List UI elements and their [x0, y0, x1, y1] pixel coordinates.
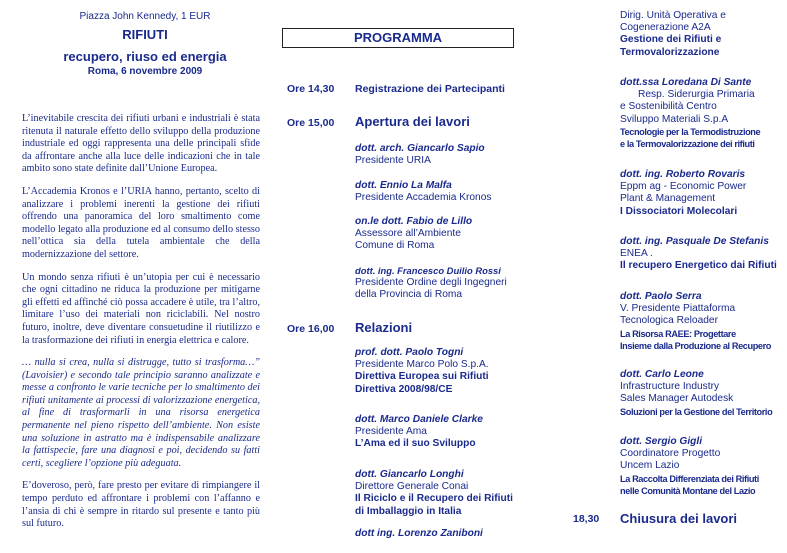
speaker-name: dott. Sergio Gigli — [620, 436, 703, 447]
talk-title: Soluzioni per la Gestione del Territorio — [620, 406, 773, 417]
speaker-role: Cogenerazione A2A — [620, 22, 711, 34]
relazioni-heading: Relazioni — [355, 320, 413, 335]
speaker-role: Comune di Roma — [355, 240, 435, 252]
talk-title: Insieme dalla Produzione al Recupero — [620, 340, 772, 351]
talk-title: Il Riciclo e il Recupero dei Rifiuti — [355, 493, 513, 505]
speaker-role: Presidente Accademia Kronos — [355, 192, 492, 204]
talk-title: La Risorsa RAEE: Progettare — [620, 328, 736, 339]
speaker-name: dott. ing. Pasquale De Stefanis — [620, 236, 769, 247]
speaker-role: Plant & Management — [620, 193, 716, 205]
opening-heading: Apertura dei lavori — [355, 114, 470, 129]
speaker-leone — [620, 369, 785, 418]
time-registration: Ore 14,30 — [287, 83, 335, 95]
speaker-role: Presidente Ama — [355, 426, 427, 438]
event-title: RIFIUTI — [122, 27, 168, 42]
speaker-rovaris — [620, 169, 785, 218]
speaker-name: on.le dott. Fabio de Lillo — [355, 216, 473, 227]
speaker-role: e Sostenibilità Centro — [620, 101, 717, 113]
intro-paragraph: … nulla si crea, nulla si distrugge, tutto si trasforma…” (Lavoisier) e secondo tale principio saranno analizzate e messe a confronto le varie tecniche per lo smaltimento dei rifiuti unitamente ai processi di valorizzazione energetica, al fine di trasformarli in una risorsa energetica permanente nel pieno rispetto dell’ambiente. Non esiste una soluzione in astratto ma è indispensabile analizzare la fattispecie, fare una diagnosi e poi, decidendo su fatti certi, scegliere l’opzione più adeguata. — [22, 357, 260, 469]
speaker-name: dott. Ennio La Malfa — [355, 180, 452, 191]
talk-title: e la Termovalorizzazione dei rifiuti — [620, 139, 755, 150]
speaker-role: Eppm ag - Economic Power — [620, 181, 747, 193]
time-opening: Ore 15,00 — [287, 117, 335, 129]
speaker-role: Uncem Lazio — [620, 460, 680, 472]
talk-title: Direttiva 2008/98/CE — [355, 383, 453, 395]
speaker-rossi — [355, 265, 535, 302]
speaker-de-lillo — [355, 216, 535, 253]
speaker-di-sante — [620, 77, 785, 150]
speaker-serra — [620, 291, 785, 352]
speaker-name: prof. dott. Paolo Togni — [355, 347, 464, 358]
speaker-name: dott. ing. Francesco Duilio Rossi — [355, 265, 501, 276]
venue-address: Piazza John Kennedy, 1 EUR — [79, 11, 211, 22]
talk-title: di Imballaggio in Italia — [355, 505, 462, 517]
speaker-role: Resp. Siderurgia Primaria — [638, 89, 755, 101]
speaker-name: dott. Giancarlo Longhi — [355, 469, 464, 480]
speaker-role: Presidente Ordine degli Ingegneri — [355, 277, 507, 289]
talk-title: nelle Comunità Montane del Lazio — [620, 485, 756, 496]
speaker-role: ENEA . — [620, 248, 653, 260]
speaker-name: dott. Marco Daniele Clarke — [355, 414, 483, 425]
speaker-role: della Provincia di Roma — [355, 289, 463, 301]
speaker-a2a — [620, 10, 785, 59]
speaker-name: dott.ssa Loredana Di Sante — [620, 77, 752, 88]
intro-text — [22, 113, 260, 541]
speaker-role: Assessore all’Ambiente — [355, 228, 461, 240]
talk-title: L’Ama ed il suo Sviluppo — [355, 438, 476, 450]
talk-title: Il recupero Energetico dai Rifiuti — [620, 260, 777, 272]
talk-title: I Dissociatori Molecolari — [620, 205, 738, 217]
speaker-role: Sales Manager Autodesk — [620, 393, 734, 405]
speaker-togni — [355, 347, 535, 396]
event-subtitle: recupero, riuso ed energia — [63, 49, 227, 64]
programma-heading: PROGRAMMA — [282, 28, 514, 48]
talk-title: Direttiva Europea sui Rifiuti — [355, 371, 489, 383]
talk-title: Gestione dei Rifiuti e — [620, 34, 722, 46]
intro-paragraph: Un mondo senza rifiuti è un’utopia per cui è necessario che ogni cittadino ne riduca la produzione per mitigarne gli effetti ed affinché ciò possa accadere è utile, tra l’altro, limitare l’uso dei materiali non riciclabili. Nel nostro futuro, inoltre, deve diventare consuetudine il riutilizzo e la trasformazione dei rifiuti in energia elettrica e calore. — [22, 271, 260, 346]
intro-paragraph: L’inevitabile crescita dei rifiuti urbani e industriali è stata ritenuta il naturale effetto dello sviluppo della produzione industriale ed oggi rappresenta una delle principali sfide da affrontare anche alla luce delle indicazioni che in tale ambito sono state definite dall’Unione Europea. — [22, 113, 260, 175]
speaker-name: dott ing. Lorenzo Zaniboni — [355, 528, 483, 539]
intro-paragraph: E’doveroso, però, fare presto per evitare di rimpiangere il tempo perduto ed affrontare i problemi con l’affanno e l’ansia di chi è sempre in ritardo sul presente e tanto più sul futuro. — [22, 480, 260, 530]
speaker-de-stefanis — [620, 236, 785, 273]
time-closing: 18,30 — [573, 513, 600, 525]
speaker-role: Direttore Generale Conai — [355, 481, 469, 493]
closing-heading: Chiusura dei lavori — [620, 511, 738, 526]
speaker-gigli — [620, 436, 785, 497]
time-relazioni: Ore 16,00 — [287, 323, 335, 335]
speaker-longhi — [355, 469, 535, 518]
intro-paragraph: L’Accademia Kronos e l’URIA hanno, pertanto, scelto di analizzare i problemi inerenti la gestione dei rifiuti offrendo una panoramica del loro smaltimento come modello legato alla produzione ed al consumo dello stesso nell’ottica sia della tutela ambientale che della modernizzazione del settore. — [22, 185, 260, 260]
speaker-zaniboni — [355, 528, 535, 540]
speaker-name: dott. ing. Roberto Rovaris — [620, 169, 746, 180]
speaker-role: Coordinatore Progetto — [620, 448, 721, 460]
speaker-role: Tecnologica Reloader — [620, 315, 718, 327]
speaker-role: Presidente Marco Polo S.p.A. — [355, 359, 489, 371]
speaker-name: dott. arch. Giancarlo Sapio — [355, 143, 485, 154]
event-date: Roma, 6 novembre 2009 — [87, 66, 203, 77]
speaker-sapio — [355, 143, 535, 167]
speaker-role: Sviluppo Materiali S.p.A — [620, 113, 729, 125]
speaker-role: Infrastructure Industry — [620, 381, 720, 393]
speaker-name: dott. Carlo Leone — [620, 369, 704, 380]
registration-label: Registrazione dei Partecipanti — [355, 83, 505, 95]
speaker-clarke — [355, 414, 535, 451]
talk-title: Tecnologie per la Termodistruzione — [620, 126, 761, 137]
speaker-la-malfa — [355, 180, 535, 204]
speaker-role: V. Presidente Piattaforma — [620, 303, 736, 315]
speaker-role: Dirig. Unità Operativa e — [620, 10, 726, 21]
talk-title: La Raccolta Differenziata dei Rifiuti — [620, 473, 759, 484]
speaker-name: dott. Paolo Serra — [620, 291, 702, 302]
talk-title: Termovalorizzazione — [620, 46, 720, 58]
speaker-role: Presidente URIA — [355, 155, 431, 167]
